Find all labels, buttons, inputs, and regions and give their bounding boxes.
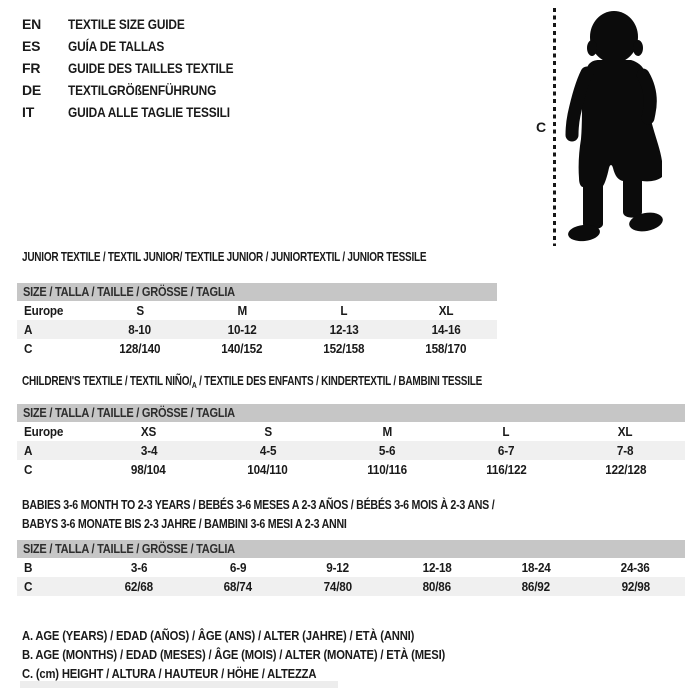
size-cell (208, 441, 327, 460)
table-row (17, 460, 685, 479)
footnotes-block (22, 627, 492, 684)
children-table-title (22, 373, 597, 389)
footnote-b (22, 646, 492, 665)
size-cell (288, 558, 387, 577)
size-cell-text: XL (618, 424, 633, 439)
row-label (17, 301, 89, 320)
size-cell-text: 128/140 (119, 341, 161, 356)
size-cell (293, 320, 395, 339)
language-label: TEXTILE SIZE GUIDE (68, 16, 185, 32)
title-subscript: A (191, 380, 197, 390)
size-cell-text: M (382, 424, 392, 439)
size-cell-text: 6-7 (498, 443, 515, 458)
size-cell (566, 460, 685, 479)
size-cell (387, 558, 486, 577)
size-cell-text: 10-12 (227, 322, 257, 337)
size-cell (89, 441, 208, 460)
size-cell (566, 422, 685, 441)
row-label (17, 577, 89, 596)
size-cell-text: 110/116 (367, 462, 407, 477)
size-header-text: SIZE / TALLA / TAILLE / GRÖSSE / TAGLIA (23, 405, 235, 420)
height-measure-label: C (536, 119, 547, 135)
size-cell (293, 301, 395, 320)
table-row (17, 558, 685, 577)
table-row (17, 441, 685, 460)
size-cell-text: 86/92 (521, 579, 551, 594)
size-cell-text: 4-5 (259, 443, 276, 458)
size-cell-text: 12-18 (422, 560, 452, 575)
size-cell-text: XS (140, 424, 157, 439)
size-cell-text: L (340, 303, 348, 318)
row-label-text: A (24, 322, 33, 337)
size-cell-text: 140/152 (221, 341, 263, 356)
size-header-bar (17, 404, 685, 422)
faded-cropped-text-strip (20, 681, 338, 688)
junior-size-table (17, 301, 497, 358)
size-cell (566, 441, 685, 460)
row-label-text: C (24, 462, 33, 477)
size-cell-text: 6-9 (229, 560, 247, 575)
footnote-b-text: B. AGE (MONTHS) / EDAD (MESES) / ÂGE (MOIS) / ALTER (MONATE) / ETÀ (MESI) (22, 648, 446, 662)
row-label-text: B (24, 560, 33, 575)
children-table-title-text (22, 373, 482, 393)
arm-right-shape (643, 75, 650, 118)
ear-right-shape (633, 40, 643, 56)
size-header-bar (17, 540, 685, 558)
footnote-c-text: C. (cm) HEIGHT / ALTURA / HAUTEUR / HÖHE / ALTEZZA (22, 667, 317, 681)
size-cell (395, 339, 497, 358)
row-label (17, 320, 89, 339)
size-cell-text: 8-10 (128, 322, 152, 337)
size-cell (586, 558, 685, 577)
size-cell (208, 422, 327, 441)
language-title-block (22, 13, 263, 123)
footnote-a (22, 627, 492, 646)
size-cell (89, 339, 191, 358)
size-cell-text: XL (438, 303, 454, 318)
row-label (17, 441, 89, 460)
language-code: FR (22, 60, 41, 76)
size-cell (191, 339, 293, 358)
row-label (17, 422, 89, 441)
row-label-text: Europe (24, 424, 64, 439)
babies-table-title (22, 496, 578, 534)
size-cell-text: 3-4 (140, 443, 157, 458)
size-cell-text: 18-24 (521, 560, 551, 575)
babies-table-title-line2: BABYS 3-6 MONATE BIS 2-3 JAHRE / BAMBINI 3-6 MESI A 2-3 ANNI (22, 517, 347, 531)
size-cell (447, 441, 566, 460)
size-cell (288, 577, 387, 596)
size-cell (486, 558, 585, 577)
size-header-bar (17, 283, 497, 301)
table-row (17, 422, 685, 441)
babies-table-title-line1: BABIES 3-6 MONTH TO 2-3 YEARS / BEBÉS 3-6 MESES A 2-3 AÑOS / BÉBÉS 3-6 MOIS À 2-3 ANS / (22, 498, 495, 512)
junior-table-title-text: JUNIOR TEXTILE / TEXTIL JUNIOR/ TEXTILE JUNIOR / JUNIORTEXTIL / JUNIOR TESSILE (22, 250, 427, 264)
size-header-text: SIZE / TALLA / TAILLE / GRÖSSE / TAGLIA (23, 284, 235, 299)
language-code: DE (22, 82, 42, 98)
size-cell (208, 460, 327, 479)
size-cell-text: 7-8 (617, 443, 634, 458)
language-code: IT (22, 104, 35, 120)
size-cell (327, 460, 446, 479)
size-cell-text: 98/104 (131, 462, 166, 477)
size-cell (188, 558, 287, 577)
size-cell-text: M (237, 303, 247, 318)
size-cell (387, 577, 486, 596)
head-shape (590, 11, 638, 63)
size-cell-text: 104/110 (247, 462, 288, 477)
size-cell (191, 301, 293, 320)
row-label (17, 339, 89, 358)
babies-size-table (17, 558, 685, 596)
size-cell (293, 339, 395, 358)
size-cell (447, 460, 566, 479)
size-cell-text: L (502, 424, 510, 439)
ear-left-shape (587, 40, 597, 56)
children-size-table (17, 422, 685, 479)
size-cell (89, 301, 191, 320)
table-row (17, 301, 497, 320)
size-cell-text: 152/158 (323, 341, 365, 356)
language-row-de (22, 79, 263, 101)
size-cell (586, 577, 685, 596)
footnote-a-text: A. AGE (YEARS) / EDAD (AÑOS) / ÂGE (ANS) / ALTER (JAHRE) / ETÀ (ANNI) (22, 629, 415, 643)
size-cell-text: 80/86 (422, 579, 451, 594)
language-row-en (22, 13, 263, 35)
language-row-fr (22, 57, 263, 79)
size-cell (89, 460, 208, 479)
size-cell-text: 62/68 (124, 579, 153, 594)
size-cell-text: 9-12 (325, 560, 349, 575)
size-cell-text: 158/170 (425, 341, 467, 356)
size-cell (89, 577, 188, 596)
size-cell (486, 577, 585, 596)
table-row (17, 339, 497, 358)
size-cell-text: 3-6 (130, 560, 147, 575)
language-code: EN (22, 16, 42, 32)
toddler-silhouette-icon (557, 1, 699, 244)
size-cell-text: 14-16 (431, 322, 461, 337)
size-cell (89, 320, 191, 339)
language-label: GUIDA ALLE TAGLIE TESSILI (68, 104, 230, 120)
size-cell-text: S (136, 303, 144, 318)
size-cell-text: 24-36 (620, 560, 650, 575)
row-label-text: C (24, 341, 33, 356)
size-cell-text: 5-6 (378, 443, 396, 458)
row-label-text: Europe (24, 303, 64, 318)
row-label-text: C (24, 579, 33, 594)
junior-table-title (22, 249, 527, 265)
size-cell-text: S (263, 424, 272, 439)
row-label (17, 460, 89, 479)
size-cell (395, 320, 497, 339)
title-part: CHILDREN'S TEXTILE / TEXTIL NIÑO/ (22, 374, 192, 388)
size-cell (395, 301, 497, 320)
size-cell-text: 92/98 (621, 579, 650, 594)
size-cell-text: 68/74 (223, 579, 253, 594)
size-cell-text: 12-13 (329, 322, 359, 337)
size-cell (89, 558, 188, 577)
language-label: GUÍA DE TALLAS (68, 38, 165, 54)
language-row-it (22, 101, 263, 123)
size-cell (327, 422, 446, 441)
table-row (17, 320, 497, 339)
size-header-text: SIZE / TALLA / TAILLE / GRÖSSE / TAGLIA (23, 541, 235, 556)
language-row-es (22, 35, 263, 57)
size-cell (188, 577, 287, 596)
language-label: GUIDE DES TAILLES TEXTILE (68, 60, 234, 76)
table-row (17, 577, 685, 596)
language-code: ES (22, 38, 41, 54)
language-label: TEXTILGRÖßENFÜHRUNG (68, 82, 217, 98)
title-part: / TEXTILE DES ENFANTS / KINDERTEXTIL / BAMBINI TESSILE (196, 374, 483, 388)
size-cell-text: 116/122 (486, 462, 527, 477)
size-cell (191, 320, 293, 339)
size-cell (89, 422, 208, 441)
size-cell-text: 74/80 (323, 579, 352, 594)
size-cell (447, 422, 566, 441)
size-cell (327, 441, 446, 460)
height-measure-dashed-line (553, 8, 556, 246)
size-cell-text: 122/128 (604, 462, 646, 477)
row-label (17, 558, 89, 577)
row-label-text: A (24, 443, 33, 458)
